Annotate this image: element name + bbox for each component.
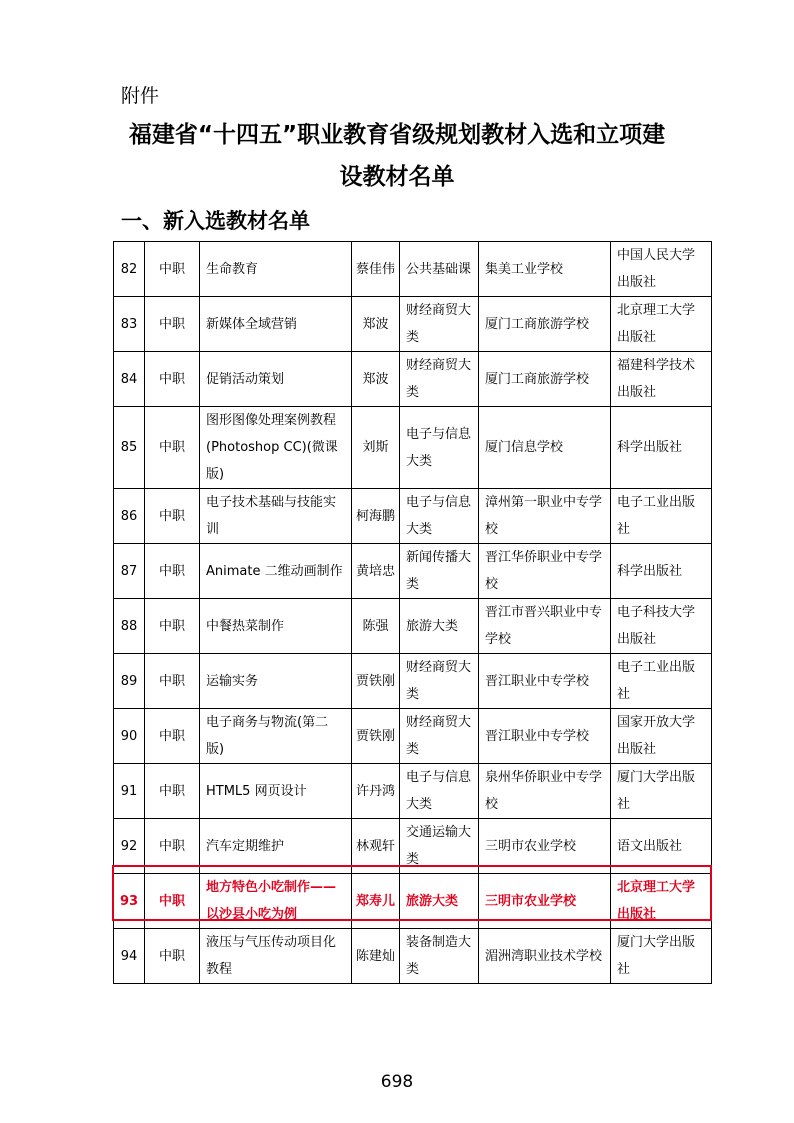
category: 交通运输大类 (400, 819, 479, 874)
publisher: 电子科技大学出版社 (611, 599, 712, 654)
attachment-label: 附件 (121, 85, 160, 107)
row-number: 93 (114, 874, 145, 929)
category: 电子与信息大类 (400, 489, 479, 544)
textbook-name: 促销活动策划 (200, 352, 352, 407)
school: 三明市农业学校 (479, 874, 611, 929)
education-level: 中职 (145, 819, 200, 874)
table-row (114, 709, 712, 764)
textbook-name: Animate 二维动画制作 (200, 544, 352, 599)
category: 财经商贸大类 (400, 654, 479, 709)
row-number: 92 (114, 819, 145, 874)
row-number: 85 (114, 407, 145, 489)
publisher: 电子工业出版社 (611, 489, 712, 544)
education-level: 中职 (145, 764, 200, 819)
school: 三明市农业学校 (479, 819, 611, 874)
education-level: 中职 (145, 929, 200, 984)
author: 贾铁刚 (352, 654, 400, 709)
table-row (114, 544, 712, 599)
author: 贾铁刚 (352, 709, 400, 764)
school: 厦门工商旅游学校 (479, 297, 611, 352)
category: 新闻传播大类 (400, 544, 479, 599)
author: 蔡佳伟 (352, 242, 400, 297)
row-number: 86 (114, 489, 145, 544)
author: 刘斯 (352, 407, 400, 489)
school: 厦门信息学校 (479, 407, 611, 489)
table-row (114, 819, 712, 874)
category: 旅游大类 (400, 599, 479, 654)
school: 晋江职业中专学校 (479, 654, 611, 709)
table-row (114, 297, 712, 352)
education-level: 中职 (145, 544, 200, 599)
category: 电子与信息大类 (400, 764, 479, 819)
category: 电子与信息大类 (400, 407, 479, 489)
author: 林观轩 (352, 819, 400, 874)
table-row (114, 352, 712, 407)
publisher: 福建科学技术出版社 (611, 352, 712, 407)
table-row (114, 654, 712, 709)
education-level: 中职 (145, 709, 200, 764)
table-row (114, 599, 712, 654)
row-number: 89 (114, 654, 145, 709)
school: 集美工业学校 (479, 242, 611, 297)
author: 柯海鹏 (352, 489, 400, 544)
textbook-name: 液压与气压传动项目化教程 (200, 929, 352, 984)
category: 财经商贸大类 (400, 709, 479, 764)
school: 泉州华侨职业中专学校 (479, 764, 611, 819)
publisher: 电子工业出版社 (611, 654, 712, 709)
category: 装备制造大类 (400, 929, 479, 984)
row-number: 88 (114, 599, 145, 654)
textbook-name: 运输实务 (200, 654, 352, 709)
textbook-name: 生命教育 (200, 242, 352, 297)
textbook-name: 图形图像处理案例教程(Photoshop CC)(微课版) (200, 407, 352, 489)
school: 晋江职业中专学校 (479, 709, 611, 764)
textbook-name: 中餐热菜制作 (200, 599, 352, 654)
publisher: 厦门大学出版社 (611, 929, 712, 984)
school: 漳州第一职业中专学校 (479, 489, 611, 544)
textbook-name: 汽车定期维护 (200, 819, 352, 874)
author: 陈强 (352, 599, 400, 654)
category: 旅游大类 (400, 874, 479, 929)
education-level: 中职 (145, 489, 200, 544)
textbook-name: 电子技术基础与技能实训 (200, 489, 352, 544)
author: 郑波 (352, 297, 400, 352)
textbook-name: 地方特色小吃制作——以沙县小吃为例 (200, 874, 352, 929)
row-number: 91 (114, 764, 145, 819)
education-level: 中职 (145, 297, 200, 352)
publisher: 国家开放大学出版社 (611, 709, 712, 764)
section-heading: 一、新入选教材名单 (121, 209, 310, 233)
publisher: 北京理工大学出版社 (611, 874, 712, 929)
school: 晋江市晋兴职业中专学校 (479, 599, 611, 654)
textbook-name: HTML5 网页设计 (200, 764, 352, 819)
education-level: 中职 (145, 242, 200, 297)
author: 陈建灿 (352, 929, 400, 984)
author: 黄培忠 (352, 544, 400, 599)
education-level: 中职 (145, 599, 200, 654)
table-row (114, 489, 712, 544)
author: 郑寿儿 (352, 874, 400, 929)
category: 财经商贸大类 (400, 297, 479, 352)
education-level: 中职 (145, 874, 200, 929)
row-number: 82 (114, 242, 145, 297)
school: 晋江华侨职业中专学校 (479, 544, 611, 599)
publisher: 中国人民大学出版社 (611, 242, 712, 297)
publisher: 北京理工大学出版社 (611, 297, 712, 352)
school: 厦门工商旅游学校 (479, 352, 611, 407)
row-number: 94 (114, 929, 145, 984)
education-level: 中职 (145, 407, 200, 489)
publisher: 科学出版社 (611, 407, 712, 489)
table-row (114, 929, 712, 984)
education-level: 中职 (145, 654, 200, 709)
author: 许丹鸿 (352, 764, 400, 819)
category: 公共基础课 (400, 242, 479, 297)
page-number: 698 (380, 1072, 414, 1092)
education-level: 中职 (145, 352, 200, 407)
table-row (114, 407, 712, 489)
author: 郑波 (352, 352, 400, 407)
row-number: 87 (114, 544, 145, 599)
publisher: 语文出版社 (611, 819, 712, 874)
category: 财经商贸大类 (400, 352, 479, 407)
school: 湄洲湾职业技术学校 (479, 929, 611, 984)
publisher: 科学出版社 (611, 544, 712, 599)
row-number: 90 (114, 709, 145, 764)
textbook-name: 电子商务与物流(第二版) (200, 709, 352, 764)
publisher: 厦门大学出版社 (611, 764, 712, 819)
document-title-line1: 福建省“十四五”职业教育省级规划教材入选和立项建 (128, 122, 666, 148)
table-row-highlighted (114, 874, 712, 929)
row-number: 84 (114, 352, 145, 407)
row-number: 83 (114, 297, 145, 352)
table-row (114, 764, 712, 819)
textbook-list-table (113, 241, 712, 984)
table-row (114, 242, 712, 297)
document-title-line2: 设教材名单 (339, 164, 455, 190)
textbook-name: 新媒体全域营销 (200, 297, 352, 352)
